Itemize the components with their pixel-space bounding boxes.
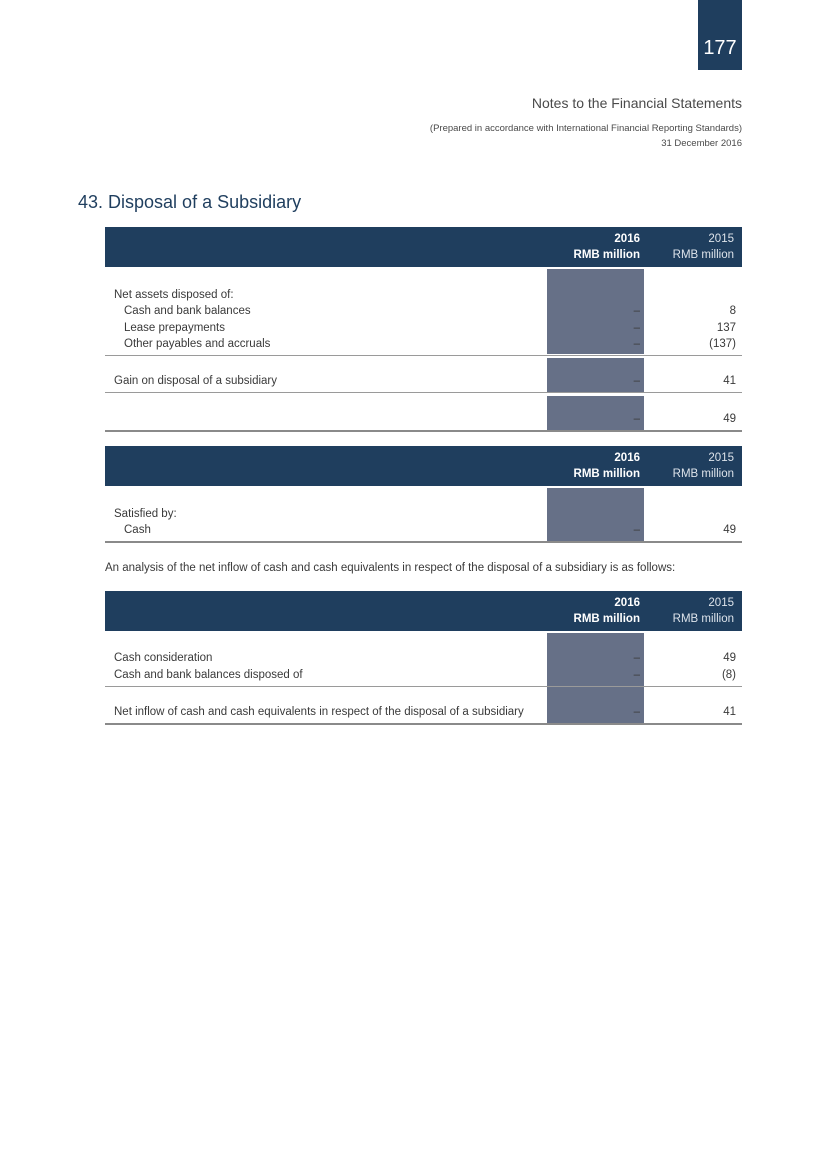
- col-2015-year: 2015: [708, 452, 734, 464]
- row-label: Satisfied by:: [114, 508, 177, 520]
- table-row: [105, 289, 742, 305]
- value-2016: –: [633, 706, 640, 718]
- value-2016: –: [633, 338, 640, 350]
- table-row: [105, 524, 742, 540]
- table-row: [105, 322, 742, 338]
- value-2015: 49: [723, 524, 736, 536]
- col-2015-unit: RMB million: [672, 613, 734, 625]
- row-label: Cash consideration: [114, 652, 213, 664]
- analysis-paragraph: An analysis of the net inflow of cash and cash equivalents in respect of the disposal of a subsidiary is as follows:: [105, 562, 676, 574]
- col-2016-unit: RMB million: [573, 468, 640, 480]
- value-2015: (137): [709, 338, 736, 350]
- row-label: Cash: [124, 524, 151, 536]
- value-2016: –: [633, 413, 640, 425]
- col-2016-unit: RMB million: [573, 249, 640, 261]
- value-2016: –: [633, 669, 640, 681]
- table-row: [105, 375, 742, 391]
- row-label: Net assets disposed of:: [114, 289, 234, 301]
- value-2015: 49: [723, 652, 736, 664]
- col-2015-unit: RMB million: [672, 249, 734, 261]
- value-2016: –: [633, 375, 640, 387]
- row-label: Net inflow of cash and cash equivalents in respect of the disposal of a subsidiary: [114, 706, 524, 718]
- row-label: Other payables and accruals: [124, 338, 271, 350]
- col-2016-year: 2016: [614, 597, 640, 609]
- row-label: Lease prepayments: [124, 322, 226, 334]
- value-2016: –: [633, 652, 640, 664]
- value-2015: 137: [716, 322, 736, 334]
- satisfied-by-table: [105, 446, 742, 544]
- col-2016-unit: RMB million: [573, 613, 640, 625]
- value-2015: 41: [723, 375, 736, 387]
- value-2015: 49: [723, 413, 736, 425]
- table-header: [105, 227, 742, 267]
- divider: [105, 686, 742, 687]
- col-2016-year: 2016: [614, 233, 640, 245]
- table-row: [105, 669, 742, 685]
- section-title: 43. Disposal of a Subsidiary: [78, 192, 302, 212]
- divider: [105, 541, 742, 543]
- value-2016: –: [633, 524, 640, 536]
- row-label: Cash and bank balances: [124, 305, 251, 317]
- divider: [105, 430, 742, 432]
- net-assets-table: [105, 227, 742, 431]
- col-2015-unit: RMB million: [672, 468, 734, 480]
- table-header: [105, 591, 742, 631]
- table-row: [105, 413, 742, 429]
- value-2015: 8: [729, 305, 736, 317]
- table-row: [105, 508, 742, 524]
- page-number: 177: [698, 0, 742, 70]
- header-title: Notes to the Financial Statements: [531, 95, 742, 111]
- col-2016-year: 2016: [614, 452, 640, 464]
- value-2015: (8): [721, 669, 736, 681]
- col-2015-year: 2015: [708, 233, 734, 245]
- divider: [105, 723, 742, 725]
- table-row: [105, 305, 742, 321]
- table-row: [105, 706, 742, 722]
- table-row: [105, 338, 742, 354]
- row-label: Gain on disposal of a subsidiary: [114, 375, 278, 387]
- divider: [105, 392, 742, 393]
- value-2016: –: [633, 305, 640, 317]
- divider: [105, 355, 742, 356]
- net-inflow-table: [105, 591, 742, 726]
- value-2016: –: [633, 322, 640, 334]
- header-date: 31 December 2016: [661, 138, 742, 149]
- table-header: [105, 446, 742, 486]
- col-2015-year: 2015: [708, 597, 734, 609]
- value-2015: 41: [723, 706, 736, 718]
- table-row: [105, 652, 742, 668]
- header-subtitle: (Prepared in accordance with International Financial Reporting Standards): [429, 123, 742, 134]
- row-label: Cash and bank balances disposed of: [114, 669, 303, 681]
